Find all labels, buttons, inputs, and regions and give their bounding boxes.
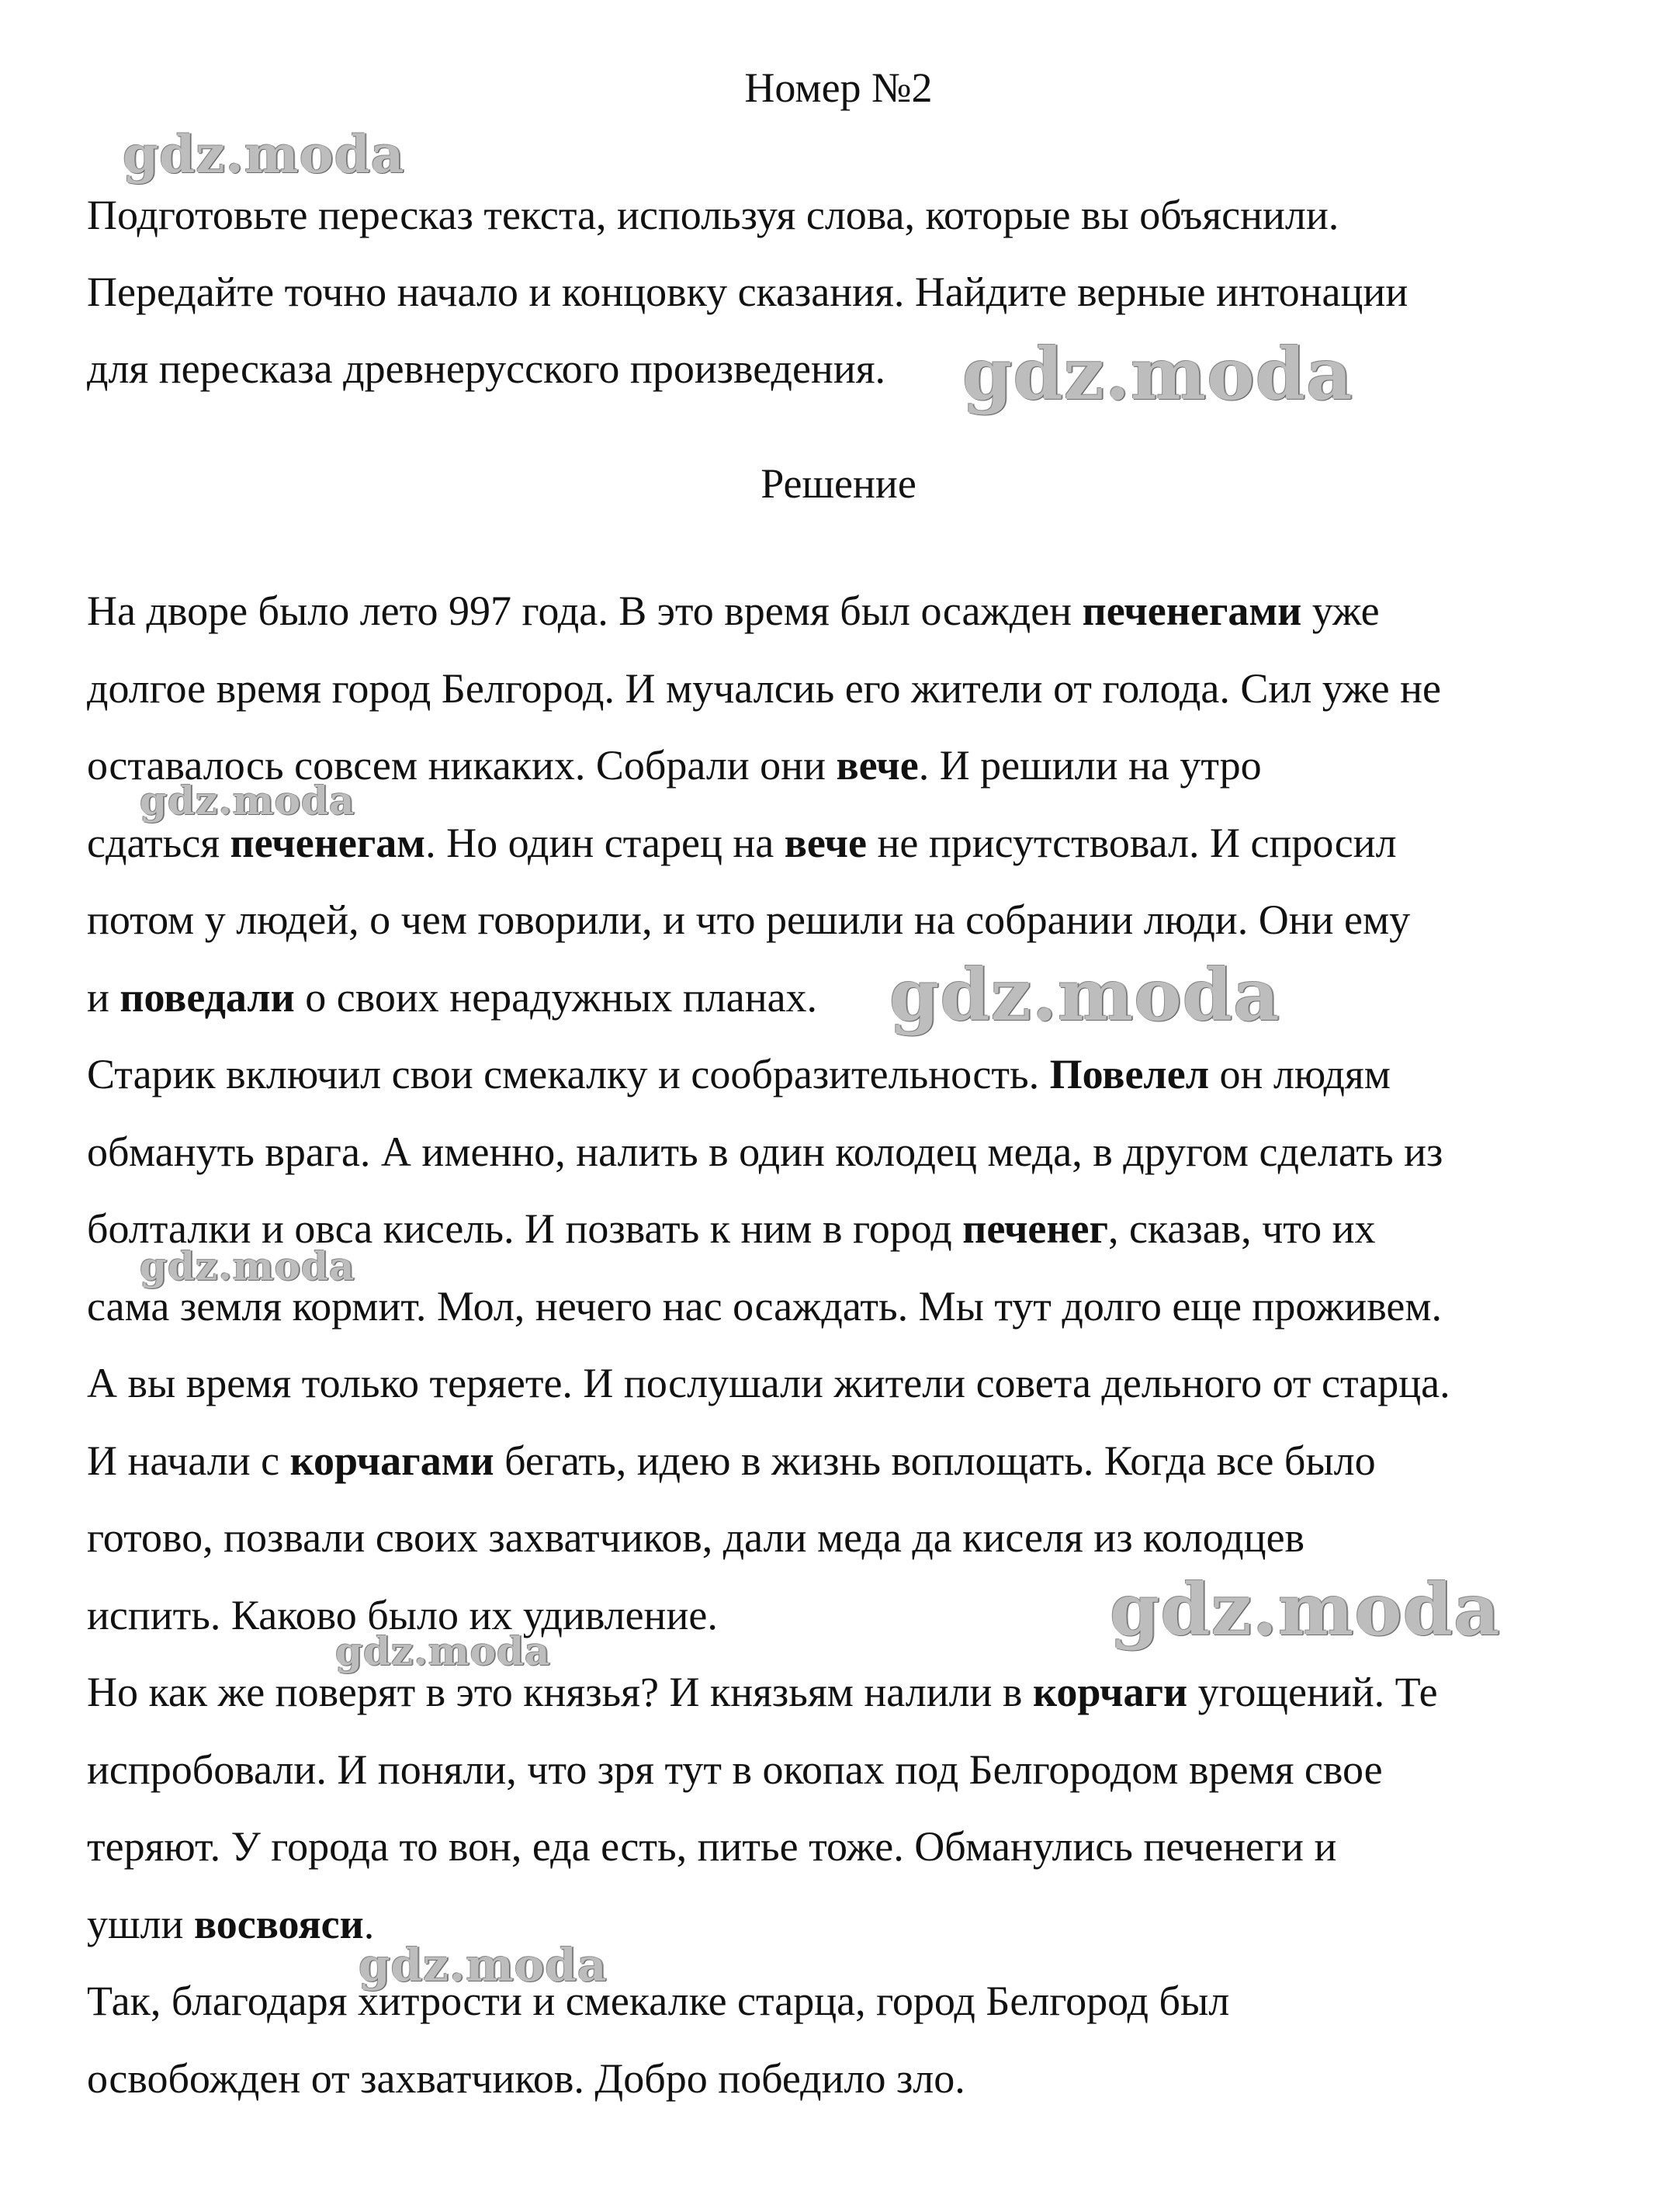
text-run: готово, позвали своих захватчиков, дали меда да киселя из колодцев: [87, 1514, 1305, 1561]
text-line: [87, 1268, 1620, 1346]
task-line: Передайте точно начало и концовку сказания. Найдите верные интонации: [87, 269, 1408, 315]
text-line: [87, 1114, 1620, 1191]
text-run: уже: [1301, 588, 1380, 634]
text-run: Но как же поверят в это князья? И князьям налили в: [87, 1669, 1033, 1715]
text-line: [87, 1191, 1620, 1268]
bold-term: вече: [784, 819, 867, 866]
bold-term: корчаги: [1032, 1669, 1188, 1715]
text-run: болталки и овса кисель. И позвать к ним в город: [87, 1205, 963, 1252]
text-run: потом у людей, о чем говорили, и что решили на собрании люди. Они ему: [87, 896, 1411, 943]
text-run: не присутствовал. И спросил: [866, 819, 1397, 866]
text-run: о своих нерадужных планах.: [294, 973, 818, 1021]
text-run: , сказав, что их: [1107, 1205, 1376, 1252]
text-run: . И решили на утро: [918, 742, 1262, 789]
text-run: испить. Каково было их удивление.: [87, 1591, 718, 1638]
bold-term: печенегами: [1082, 588, 1302, 634]
bold-term: печенегам: [230, 819, 426, 866]
text-line: [87, 1963, 1620, 2040]
text-line: [87, 959, 1620, 1037]
solution-text: [87, 573, 1620, 2117]
solution-heading: Решение: [761, 460, 916, 507]
task-line: для пересказа древнерусского произведения.: [87, 345, 886, 392]
text-run: оставалось совсем никаких. Собрали они: [87, 742, 837, 789]
watermark: gdz.moda: [335, 1628, 551, 1674]
text-run: долгое время город Белгород. И мучалсиь его жители от голода. Сил уже не: [87, 664, 1441, 712]
bold-term: поведали: [120, 973, 295, 1021]
bold-term: печенег: [962, 1205, 1108, 1252]
text-run: теряют. У города то вон, еда есть, питье тоже. Обманулись печенеги и: [87, 1823, 1337, 1870]
text-run: А вы время только теряете. И послушали жители совета дельного от старца.: [87, 1360, 1450, 1406]
text-run: На дворе было лето 997 года. В это время был осажден: [87, 588, 1083, 634]
text-run: . Но один старец на: [425, 819, 785, 866]
text-line: [87, 573, 1620, 650]
text-run: сама земля кормит. Мол, нечего нас осаждать. Мы тут долго еще проживем.: [87, 1282, 1443, 1330]
text-run: он людям: [1209, 1051, 1391, 1097]
text-line: [87, 1423, 1620, 1500]
text-line: [87, 805, 1620, 882]
text-run: сдаться: [87, 819, 230, 866]
text-run: Старик включил свои смекалку и сообразительность.: [87, 1051, 1050, 1097]
bold-term: Повелел: [1049, 1051, 1209, 1097]
text-line: [87, 1577, 1620, 1655]
text-line: [87, 1036, 1620, 1114]
text-run: и: [87, 973, 120, 1021]
watermark: gdz.moda: [123, 124, 405, 185]
task-line: Подготовьте пересказ текста, используя слова, которые вы объяснили.: [87, 192, 1339, 238]
text-line: [87, 2040, 1620, 2118]
text-line: [87, 1500, 1620, 1577]
watermark: gdz.moda: [140, 778, 355, 823]
bold-term: вече: [836, 742, 919, 789]
text-run: .: [363, 1900, 375, 1947]
text-run: бегать, идею в жизнь воплощать. Когда все было: [494, 1437, 1376, 1484]
watermark: gdz.moda: [962, 332, 1353, 416]
text-line: [87, 1345, 1620, 1423]
text-run: испробовали. И поняли, что зря тут в окопах под Белгородом время свое: [87, 1746, 1383, 1793]
bold-term: корчагами: [289, 1437, 494, 1484]
task-text: [87, 177, 1608, 407]
text-run: обмануть врага. А именно, налить в один колодец меда, в другом сделать из: [87, 1128, 1443, 1175]
text-run: ушли: [87, 1900, 194, 1947]
bold-term: восвояси: [193, 1900, 364, 1947]
text-run: угощений. Те: [1187, 1669, 1438, 1715]
text-line: [87, 1732, 1620, 1809]
text-line: [87, 1654, 1620, 1732]
page-title: Номер №2: [744, 64, 933, 111]
text-line: [87, 1808, 1620, 1886]
watermark: gdz.moda: [889, 953, 1280, 1037]
text-run: И начали с: [87, 1437, 290, 1484]
watermark: gdz.moda: [359, 1939, 608, 1992]
text-line: [87, 650, 1620, 728]
watermark: gdz.moda: [140, 1243, 355, 1289]
text-line: [87, 727, 1620, 805]
watermark: gdz.moda: [1110, 1568, 1501, 1652]
text-run: освобожден от захватчиков. Добро победило зло.: [87, 2054, 965, 2102]
text-line: [87, 882, 1620, 959]
text-run: Так, благодаря хитрости и смекалке старца, город Белгород был: [87, 1978, 1230, 2024]
text-line: [87, 1886, 1620, 1964]
